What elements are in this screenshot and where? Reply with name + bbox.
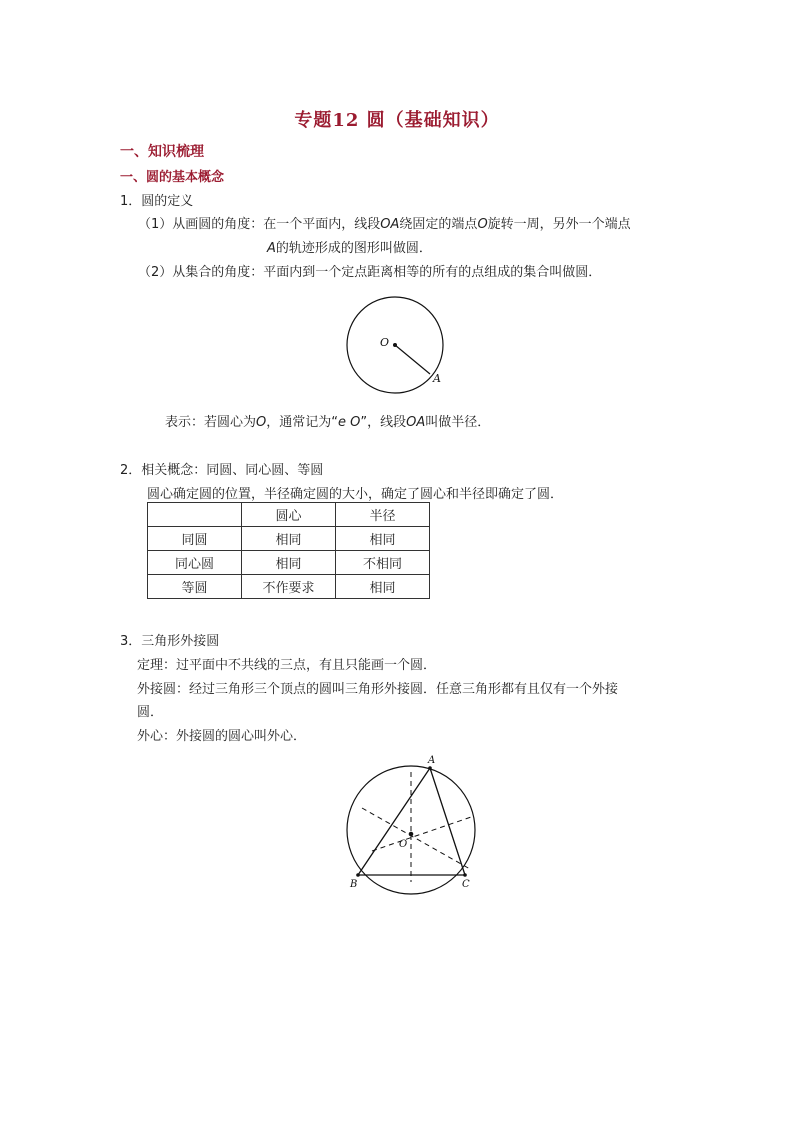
label-c: C xyxy=(462,879,470,890)
def1-line2: 的轨迹形成的图形叫做圆． xyxy=(275,241,432,256)
item3-circumcenter: 外心：外接圆的圆心叫外心． xyxy=(137,729,307,744)
item3-definition-line1: 外接圆：经过三角形三个顶点的圆叫三角形外接圆．任意三角形都有且仅有一个外接 xyxy=(137,682,619,697)
circumcenter-point xyxy=(409,832,414,837)
def1-o: O xyxy=(477,217,488,232)
label-o: O xyxy=(399,839,408,850)
item2-heading: 2．相关概念：同圆、同心圆、等圆 xyxy=(120,463,324,478)
table-header-cell: 圆心 xyxy=(242,503,336,527)
item3-theorem: 定理：过平面中不共线的三点，有且只能画一个圆． xyxy=(137,658,437,673)
def1-a: A xyxy=(267,241,276,256)
def1-oa: OA xyxy=(380,217,400,232)
item1-heading: 1．圆的定义 xyxy=(120,194,194,209)
bisector-line xyxy=(362,808,470,869)
item1-definition-2: （2）从集合的角度：平面内到一个定点距离相等的所有的点组成的集合叫做圆． xyxy=(138,265,602,280)
label-b: B xyxy=(350,879,358,890)
vertex-point xyxy=(356,873,360,877)
vertex-point xyxy=(428,766,432,770)
label-a: A xyxy=(428,755,436,766)
table-cell: 等圆 xyxy=(148,575,242,599)
item3-definition-line2: 圆． xyxy=(137,705,164,720)
table-cell: 不相同 xyxy=(336,551,430,575)
item3-heading: 3．三角形外接圆 xyxy=(120,634,220,649)
bisector-line xyxy=(372,816,474,851)
note-symbol: e O xyxy=(338,415,361,430)
table-cell: 相同 xyxy=(336,527,430,551)
page-title: 专题12 圆（基础知识） xyxy=(294,110,500,131)
vertex-point xyxy=(463,873,467,877)
label-o: O xyxy=(380,336,390,349)
table-cell: 同圆 xyxy=(148,527,242,551)
def1-suffix: 旋转一周，另外一个端点 xyxy=(487,217,631,232)
note-suffix: 叫做半径． xyxy=(425,415,491,430)
table-cell: 不作要求 xyxy=(242,575,336,599)
note-mid2: ”，线段 xyxy=(360,415,407,430)
table-cell: 相同 xyxy=(242,551,336,575)
table-header-cell: 半径 xyxy=(336,503,430,527)
table-cell: 相同 xyxy=(242,527,336,551)
table-cell: 同心圆 xyxy=(148,551,242,575)
note-prefix: 表示：若圆心为 xyxy=(165,415,257,430)
note-mid: ，通常记为“ xyxy=(266,415,338,430)
label-a: A xyxy=(433,372,441,385)
table-cell: 相同 xyxy=(336,575,430,599)
section-heading: 一、知识梳理 xyxy=(120,144,204,160)
note-o: O xyxy=(256,415,267,430)
note-oa: OA xyxy=(406,415,426,430)
subsection-heading: 一、圆的基本概念 xyxy=(120,170,225,185)
def1-mid: 绕固定的端点 xyxy=(399,217,478,232)
def1-prefix: （1）从画圆的角度：在一个平面内，线段 xyxy=(138,217,381,232)
item2-description: 圆心确定圆的位置，半径确定圆的大小，确定了圆心和半径即确定了圆． xyxy=(147,487,564,502)
